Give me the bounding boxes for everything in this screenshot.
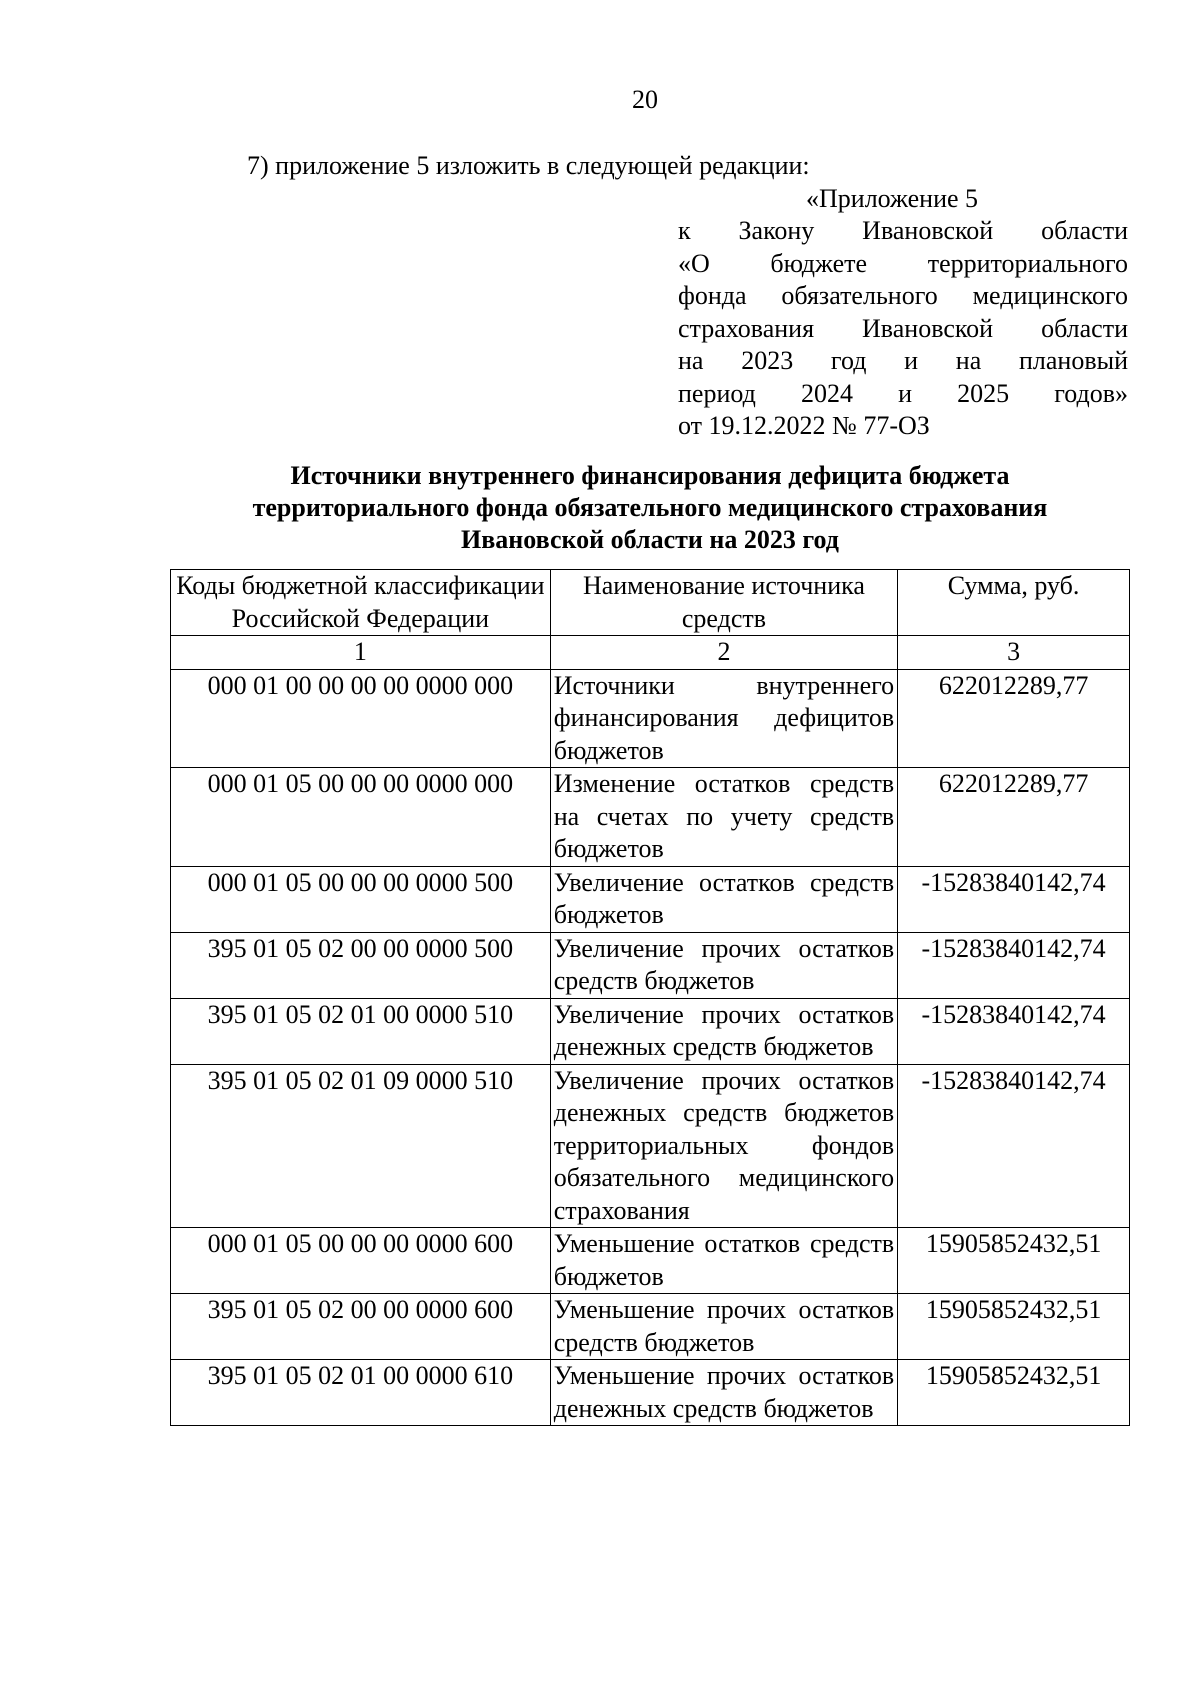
document-title-line: территориального фонда обязательного медицинского страхования [252,493,1048,522]
appendix-line: страхования Ивановской области [678,313,1128,343]
name-cell: Увеличение прочих остатков денежных средств бюджетов [550,998,897,1064]
table-row [171,1228,1130,1294]
code-cell: 395 01 05 02 01 09 0000 510 [171,1064,551,1228]
document-title [170,460,1130,556]
appendix-line: к Закону Ивановской области [678,216,1128,245]
appendix-line: «О бюджете территориального [678,248,1128,278]
amount-cell: 15905852432,51 [898,1228,1130,1294]
intro-text: 7) приложение 5 изложить в следующей редакции: [247,151,810,180]
code-cell: 000 01 05 00 00 00 0000 000 [171,768,551,867]
table-row [171,932,1130,998]
table-header-row [171,570,1130,636]
table-row [171,1360,1130,1426]
code-cell: 000 01 05 00 00 00 0000 500 [171,866,551,932]
table-row [171,998,1130,1064]
sources-table [170,569,1130,1426]
table-row [171,866,1130,932]
name-cell: Увеличение прочих остатков средств бюджетов [550,932,897,998]
header-amount: Сумма, руб. [898,570,1130,636]
name-cell: Увеличение прочих остатков денежных средств бюджетов территориальных фондов обязательного медицинского страхования [550,1064,897,1228]
code-cell: 000 01 00 00 00 00 0000 000 [171,669,551,768]
code-cell: 395 01 05 02 00 00 0000 500 [171,932,551,998]
name-cell: Уменьшение остатков средств бюджетов [550,1228,897,1294]
appendix-title: «Приложение 5 [806,184,979,213]
header-name: Наименование источника средств [550,570,897,636]
column-number: 1 [171,636,551,670]
amount-cell: 15905852432,51 [898,1360,1130,1426]
appendix-line: период 2024 и 2025 годов» [678,378,1128,408]
name-cell: Изменение остатков средств на счетах по учету средств бюджетов [550,768,897,867]
code-cell: 395 01 05 02 00 00 0000 600 [171,1294,551,1360]
appendix-line: от 19.12.2022 № 77-ОЗ [678,411,930,440]
table-row [171,768,1130,867]
appendix-line: фонда обязательного медицинского [678,281,1128,310]
code-cell: 395 01 05 02 01 00 0000 510 [171,998,551,1064]
amount-cell: 622012289,77 [898,768,1130,867]
code-cell: 000 01 05 00 00 00 0000 600 [171,1228,551,1294]
column-number-row [171,636,1130,670]
table-row [171,1064,1130,1228]
amount-cell: -15283840142,74 [898,998,1130,1064]
document-title-line: Ивановской области на 2023 год [461,525,839,554]
amount-cell: -15283840142,74 [898,866,1130,932]
table-row [171,1294,1130,1360]
amount-cell: 622012289,77 [898,669,1130,768]
amount-cell: -15283840142,74 [898,932,1130,998]
name-cell: Источники внутреннего финансирования дефицитов бюджетов [550,669,897,768]
name-cell: Уменьшение прочих остатков денежных средств бюджетов [550,1360,897,1426]
header-code: Коды бюджетной классификации Российской Федерации [171,570,551,636]
page-number: 20 [632,85,658,114]
document-title-line: Источники внутреннего финансирования дефицита бюджета [290,461,1010,490]
code-cell: 395 01 05 02 01 00 0000 610 [171,1360,551,1426]
amount-cell: 15905852432,51 [898,1294,1130,1360]
column-number: 3 [898,636,1130,670]
table-row [171,669,1130,768]
amount-cell: -15283840142,74 [898,1064,1130,1228]
name-cell: Увеличение остатков средств бюджетов [550,866,897,932]
appendix-line: на 2023 год и на плановый [678,346,1128,375]
name-cell: Уменьшение прочих остатков средств бюджетов [550,1294,897,1360]
appendix-reference [678,215,1128,443]
column-number: 2 [550,636,897,670]
